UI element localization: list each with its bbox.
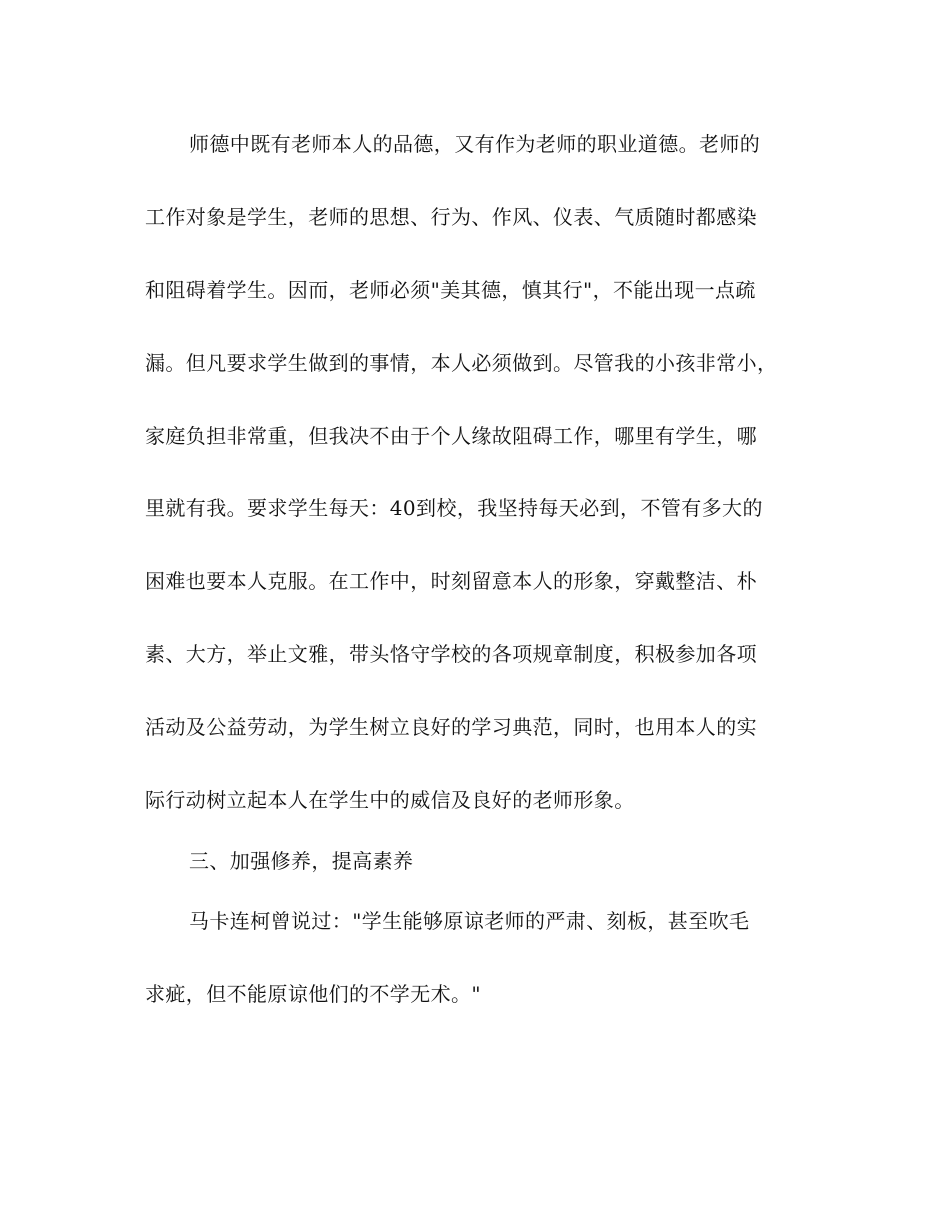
paragraph-line: 活动及公益劳动，为学生树立良好的学习典范，同时，也用本人的实 <box>145 715 757 739</box>
paragraph-line: 求疵，但不能原谅他们的不学无术。" <box>145 982 481 1006</box>
paragraph-line: 漏。但凡要求学生做到的事情，本人必须做到。尽管我的小孩非常小， <box>145 351 778 375</box>
paragraph-line: 师德中既有老师本人的品德，又有作为老师的职业道德。老师的 <box>189 132 761 156</box>
paragraph-line: 里就有我。要求学生每天：40到校，我坚持每天必到，不管有多大的 <box>145 496 763 520</box>
section-heading: 三、加强修养，提高素养 <box>189 849 414 873</box>
paragraph-line: 困难也要本人克服。在工作中，时刻留意本人的形象，穿戴整洁、朴 <box>145 569 757 593</box>
paragraph-line: 素、大方，举止文雅，带头恪守学校的各项规章制度，积极参加各项 <box>145 642 757 666</box>
paragraph-line: 工作对象是学生，老师的思想、行为、作风、仪表、气质随时都感染 <box>145 205 757 229</box>
paragraph-line: 际行动树立起本人在学生中的威信及良好的老师形象。 <box>145 788 635 812</box>
paragraph-line: 家庭负担非常重，但我决不由于个人缘故阻碍工作，哪里有学生，哪 <box>145 424 757 448</box>
paragraph-line: 和阻碍着学生。因而，老师必须"美其德，慎其行"，不能出现一点疏 <box>145 278 756 302</box>
paragraph-line: 马卡连柯曾说过："学生能够原谅老师的严肃、刻板，甚至吹毛 <box>189 909 750 933</box>
